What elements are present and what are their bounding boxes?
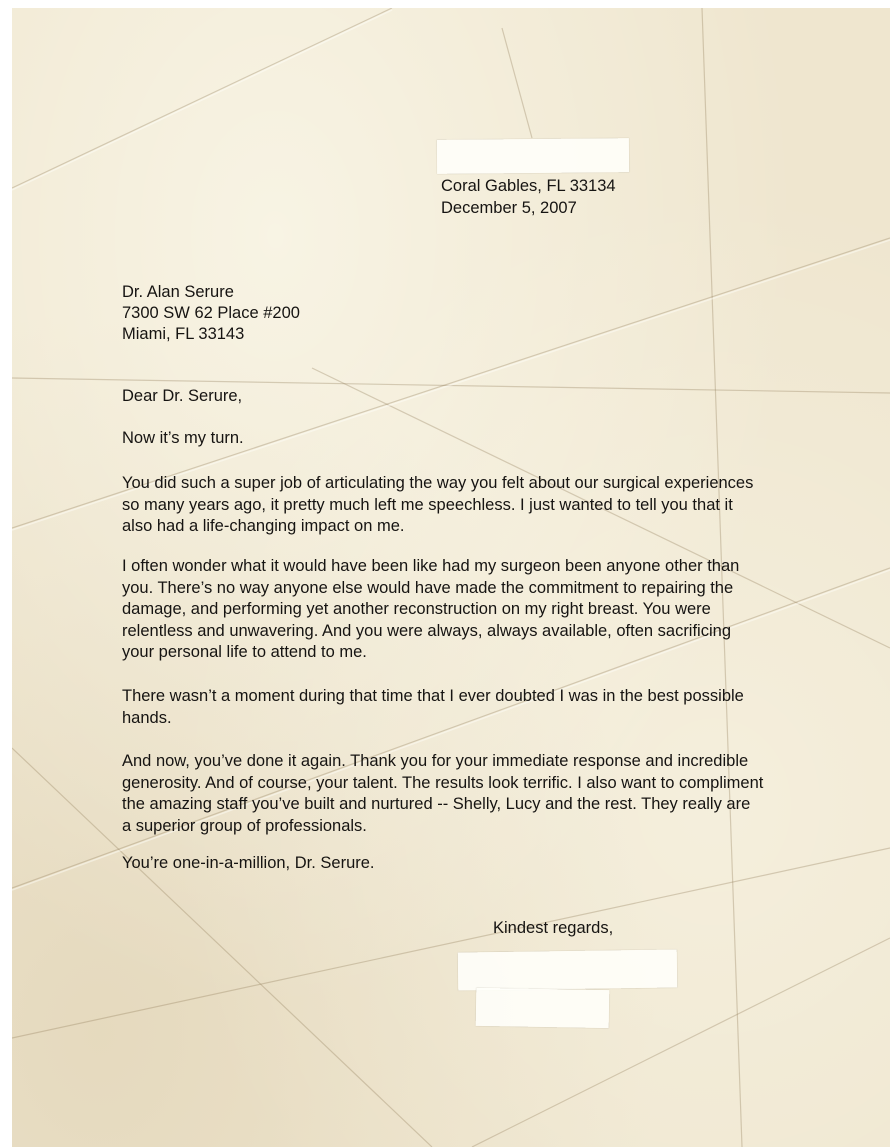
- paragraph-line: hands.: [122, 708, 172, 727]
- paragraph-line: relentless and unwavering. And you were always, always available, often sacrificing: [122, 621, 731, 640]
- paragraph-5: [122, 751, 763, 837]
- paragraph-4: [122, 686, 744, 729]
- paragraph-line: a superior group of professionals.: [122, 816, 367, 835]
- letter-date: December 5, 2007: [441, 199, 577, 217]
- paragraph-2: [122, 473, 753, 538]
- paragraph-line: Now it’s my turn.: [122, 429, 244, 447]
- paragraph-line: I often wonder what it would have been like had my surgeon been anyone other than: [122, 557, 740, 575]
- paragraph-line: you. There’s no way anyone else would have made the commitment to repairing the: [122, 578, 734, 597]
- recipient-street: 7300 SW 62 Place #200: [122, 304, 300, 322]
- closing: Kindest regards,: [493, 919, 614, 937]
- paragraph-line: generosity. And of course, your talent. The results look terrific. I also want to compliment: [122, 773, 764, 792]
- paragraph-line: so many years ago, it pretty much left me speechless. I just wanted to tell you that it: [122, 495, 733, 514]
- paragraph-line: the amazing staff you’ve built and nurtured -- Shelly, Lucy and the rest. They really are: [122, 795, 751, 814]
- recipient-name: Dr. Alan Serure: [122, 283, 234, 301]
- paragraph-line: also had a life-changing impact on me.: [122, 517, 405, 536]
- paragraph-1: [122, 428, 244, 450]
- paragraph-line: your personal life to attend to me.: [122, 643, 367, 662]
- paragraph-6: [122, 853, 375, 875]
- redaction-tape-signature: [458, 949, 678, 990]
- paragraph-line: You did such a super job of articulating the way you felt about our surgical experiences: [122, 474, 754, 492]
- recipient-city: Miami, FL 33143: [122, 325, 245, 343]
- paragraph-line: damage, and performing yet another reconstruction on my right breast. You were: [122, 600, 711, 619]
- sender-city: Coral Gables, FL 33134: [441, 177, 616, 195]
- paragraph-3: [122, 556, 739, 664]
- salutation: Dear Dr. Serure,: [122, 387, 243, 405]
- redaction-tape-name: [476, 988, 610, 1028]
- redaction-tape-address: [437, 138, 629, 174]
- paragraph-line: There wasn’t a moment during that time that I ever doubted I was in the best possible: [122, 687, 744, 705]
- paragraph-line: You’re one-in-a-million, Dr. Serure.: [122, 854, 375, 872]
- paragraph-line: And now, you’ve done it again. Thank you for your immediate response and incredible: [122, 752, 749, 770]
